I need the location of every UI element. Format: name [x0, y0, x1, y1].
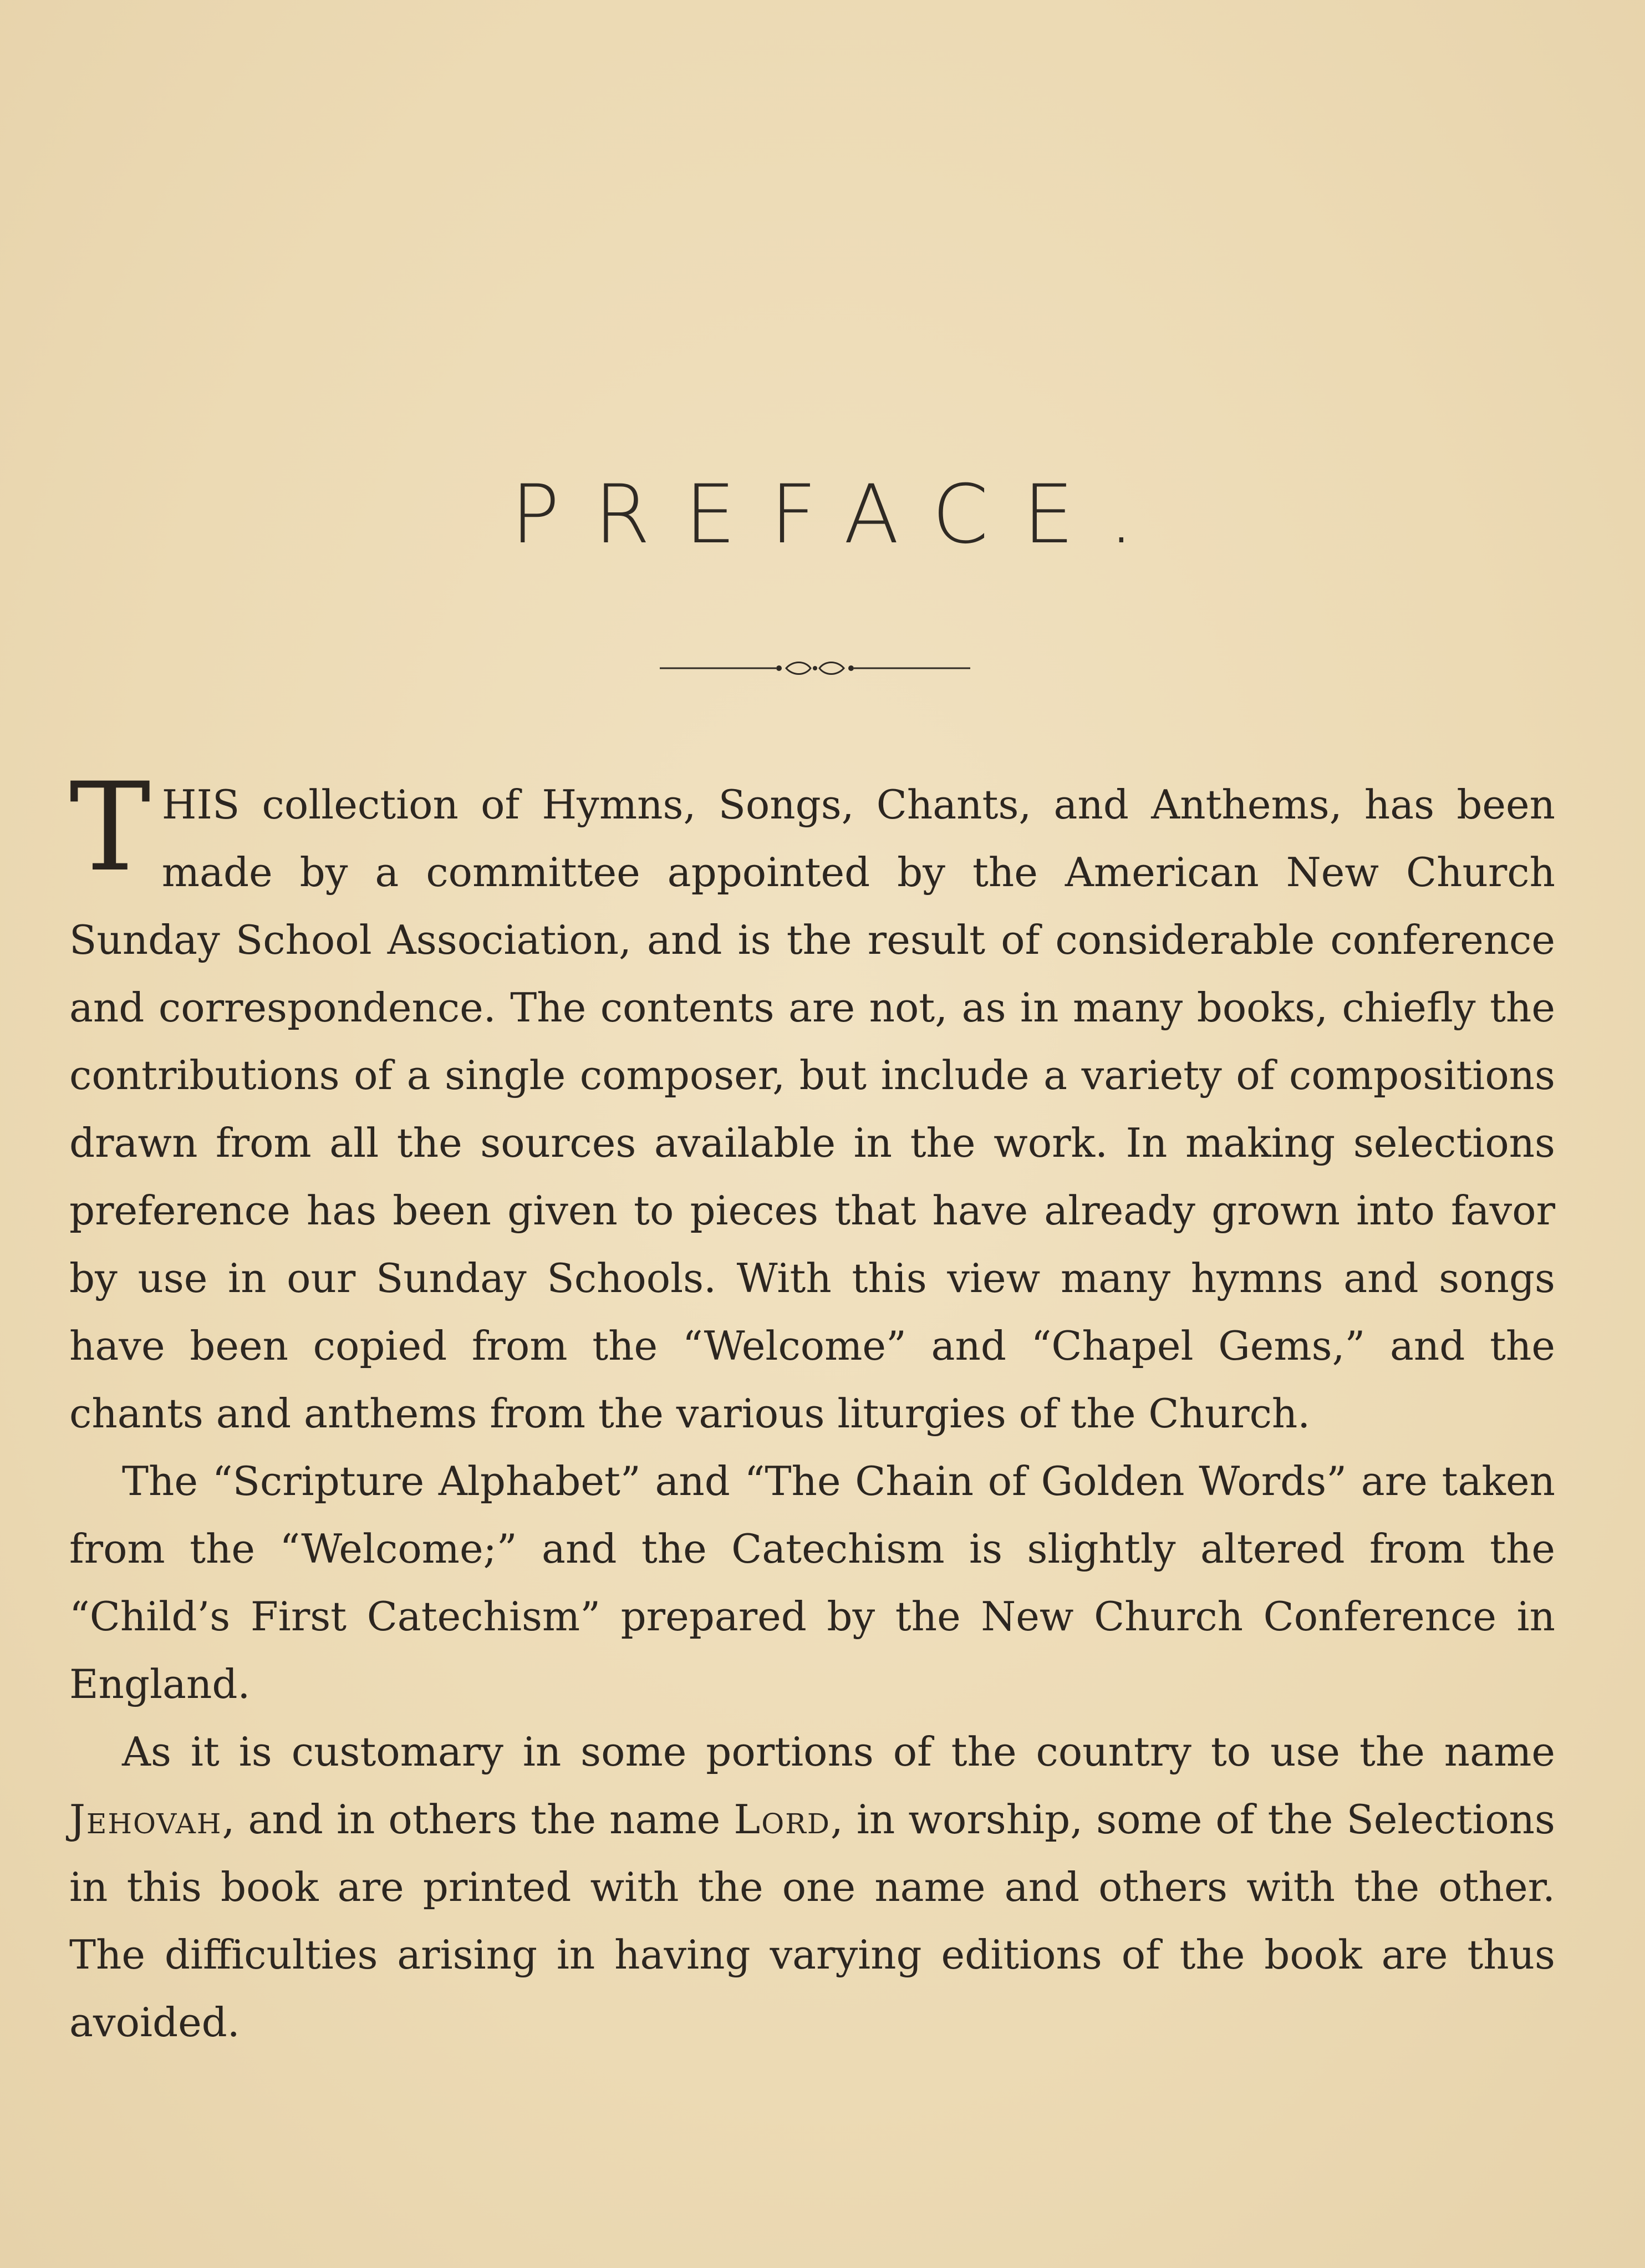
paragraph-3-text-c: , in worship, some of the Selections in this book are printed with the one name and others with the other. The difficulties arising in having varying editions of the book are thus avoided. — [69, 1796, 1555, 2046]
paragraph-1-text: HIS collection of Hymns, Songs, Chants, and Anthems, has been made by a committee appointed by the American New Church Sunday School Association, and is the result of considerable conference and correspondence. The contents are not, as in many books, chiefly the contributions of a single composer, but include a variety of compositions drawn from all the sources available in the work. In making selections preference has been given to pieces that have already grown into favor by use in our Sunday Schools. With this view many hymns and songs have been copied from the “Welcome” and “Chapel Gems,” and the chants and anthems from the various liturgies of the Church. — [69, 781, 1555, 1437]
paragraph-3 — [69, 1718, 1555, 2056]
paragraph-3-text-b: , and in others the name — [222, 1796, 734, 1843]
title-ornament — [660, 657, 970, 679]
name-lord: Lord — [734, 1796, 831, 1843]
paragraph-2: The “Scripture Alphabet” and “The Chain of Golden Words” are taken from the “Welcome;” and the Catechism is slightly altered from the “Child’s First Catechism” prepared by the New Church Conference in England. — [69, 1458, 1555, 1707]
paragraph-3-text-a: As it is customary in some portions of the country to use the name — [122, 1728, 1555, 1775]
drop-cap: T — [69, 756, 151, 898]
preface-body — [69, 756, 1555, 2056]
name-jehovah: Jehovah — [69, 1796, 222, 1843]
page-title: PREFACE. — [511, 467, 1169, 562]
paragraph-1 — [69, 756, 1555, 1447]
